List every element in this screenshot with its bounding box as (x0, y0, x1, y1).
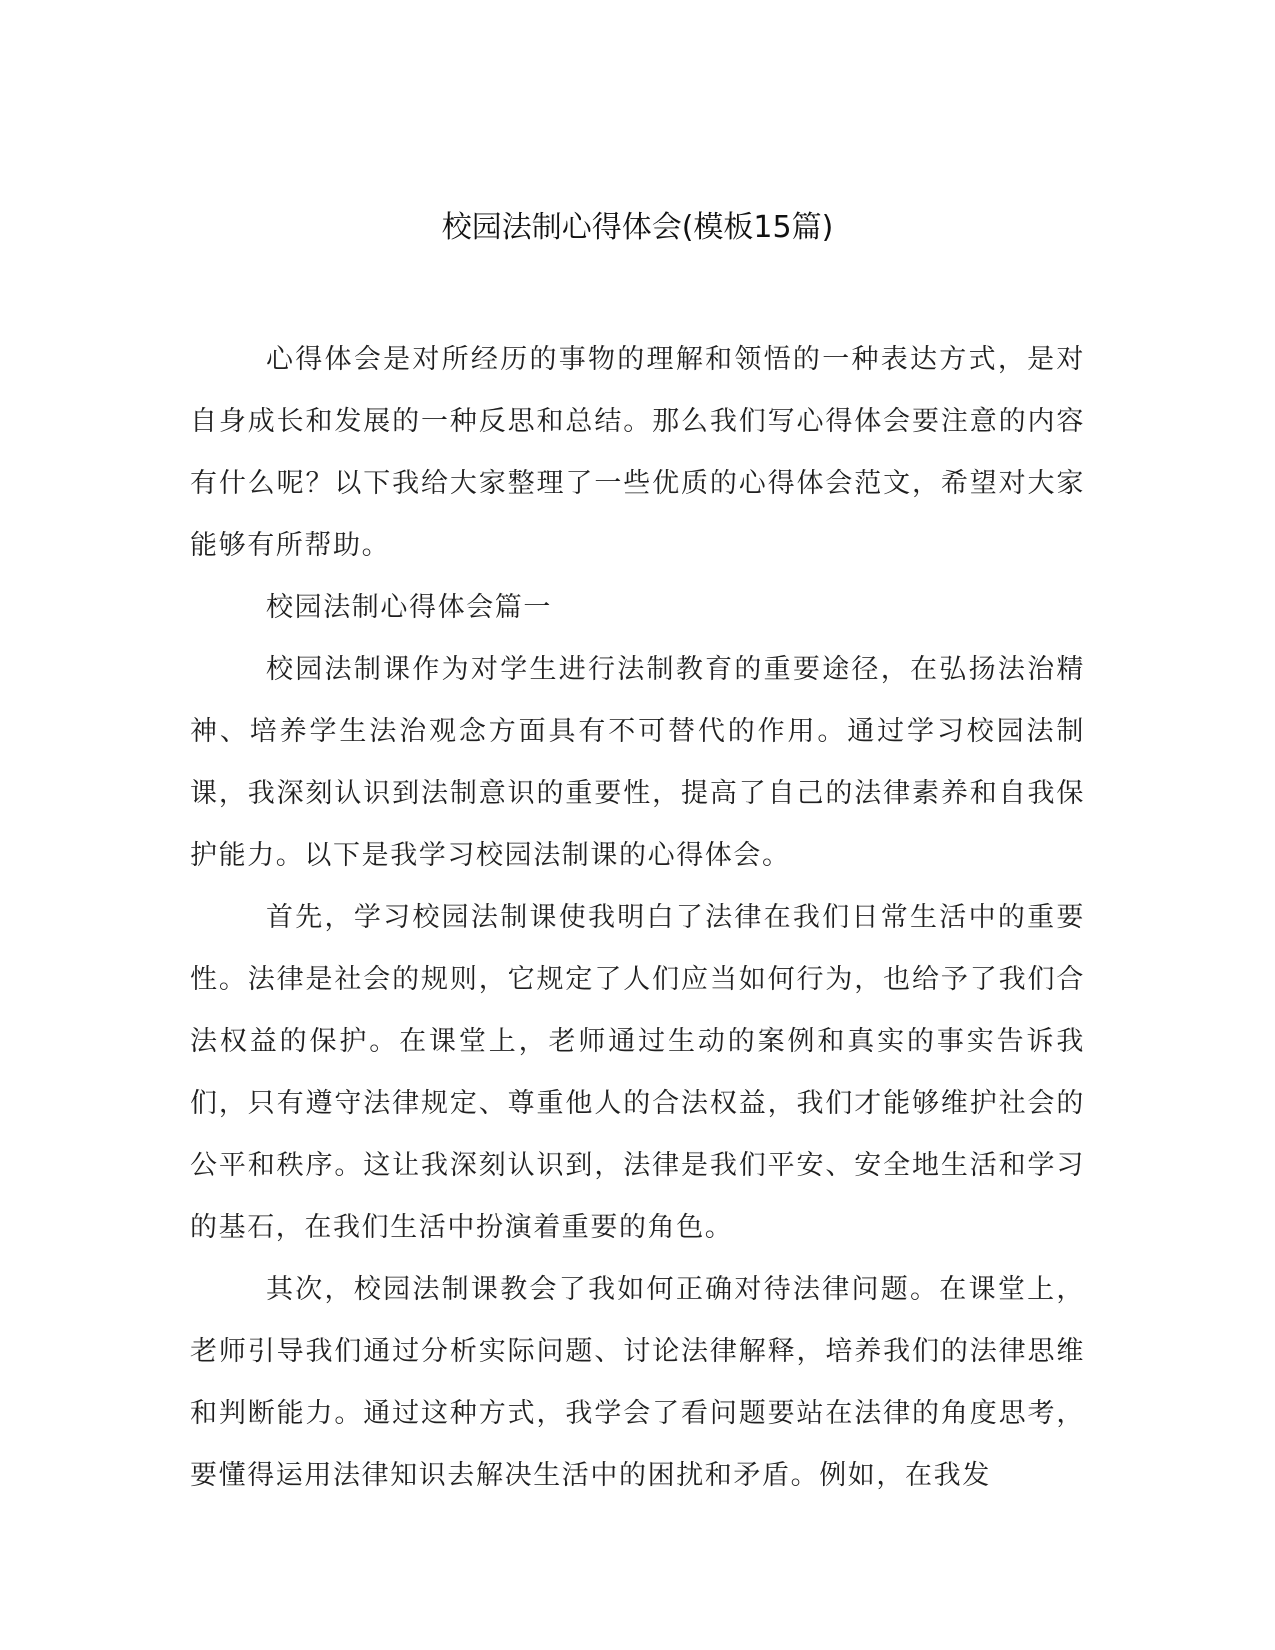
body-paragraph-1: 校园法制课作为对学生进行法制教育的重要途径，在弘扬法治精神、培养学生法治观念方面具有不可替代的作用。通过学习校园法制课，我深刻认识到法制意识的重要性，提高了自己的法律素养和自我保护能力。以下是我学习校园法制课的心得体会。 (190, 654, 1085, 871)
document-title: 校园法制心得体会(模板15篇) (441, 210, 834, 245)
intro-paragraph: 心得体会是对所经历的事物的理解和领悟的一种表达方式，是对自身成长和发展的一种反思和总结。那么我们写心得体会要注意的内容有什么呢？以下我给大家整理了一些优质的心得体会范文，希望对大家能够有所帮助。 (190, 344, 1085, 561)
body-paragraph-3: 其次，校园法制课教会了我如何正确对待法律问题。在课堂上，老师引导我们通过分析实际问题、讨论法律解释，培养我们的法律思维和判断能力。通过这种方式，我学会了看问题要站在法律的角度思考，要懂得运用法律知识去解决生活中的困扰和矛盾。例如，在我发 (190, 1274, 1085, 1491)
body-paragraph-2: 首先，学习校园法制课使我明白了法律在我们日常生活中的重要性。法律是社会的规则，它规定了人们应当如何行为，也给予了我们合法权益的保护。在课堂上，老师通过生动的案例和真实的事实告诉我们，只有遵守法律规定、尊重他人的合法权益，我们才能够维护社会的公平和秩序。这让我深刻认识到，法律是我们平安、安全地生活和学习的基石，在我们生活中扮演着重要的角色。 (190, 902, 1085, 1243)
section-heading: 校园法制心得体会篇一 (266, 592, 552, 623)
document-body (190, 329, 1085, 1507)
